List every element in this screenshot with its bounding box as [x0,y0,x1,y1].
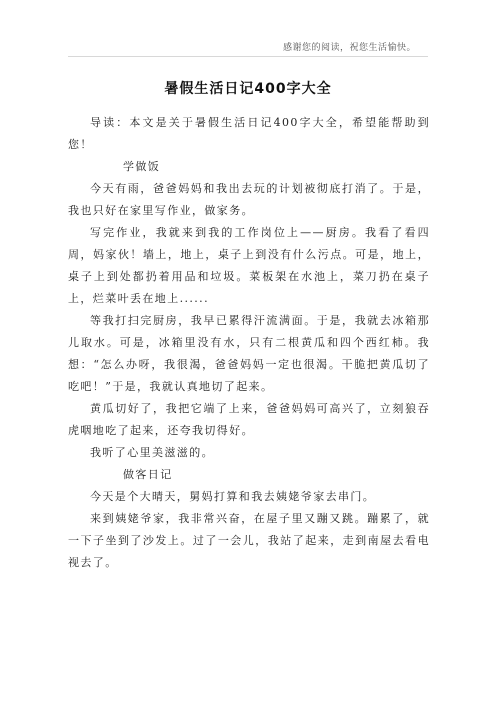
document-body [68,112,430,574]
body-paragraph: 写完作业，我就来到我的工作岗位上——厨房。我看了看四周，妈家伙！墙上，地上，桌子上到没有什么污点。可是，地上，桌子上到处都扔着用品和垃圾。菜板架在水池上，菜刀扔在桌子上，烂菜叶丢在地上...... [68,226,430,305]
header-note: 感谢您的阅读，祝您生活愉快。 [282,43,416,53]
body-paragraph: 今天是个大晴天，舅妈打算和我去姨姥爷家去串门。 [90,490,376,503]
body-paragraph: 来到姨姥爷家，我非常兴奋，在屋子里又蹦又跳。蹦累了，就一下子坐到了沙发上。过了一会儿，我站了起来，走到南屋去看电视去了。 [68,512,430,569]
section-heading: 做客日记 [123,468,173,481]
intro-paragraph: 导读：本文是关于暑假生活日记400字大全，希望能帮助到您！ [68,116,430,151]
section-heading: 学做饭 [123,160,161,173]
header-divider [68,56,428,57]
document-title: 暑假生活日记400字大全 [164,81,332,97]
body-paragraph: 今天有雨，爸爸妈妈和我出去玩的计划被彻底打消了。于是，我也只好在家里写作业，做家务。 [68,182,430,217]
body-paragraph: 我听了心里美滋滋的。 [90,446,214,459]
body-paragraph: 等我打扫完厨房，我早已累得汗流满面。于是，我就去冰箱那儿取水。可是，冰箱里没有水，只有二根黄瓜和四个西红柿。我想：“怎么办呀，我很渴，爸爸妈妈一定也很渴。干脆把黄瓜切了吃吧！”于是，我就认真地切了起来。 [68,314,430,393]
body-paragraph: 黄瓜切好了，我把它端了上来，爸爸妈妈可高兴了，立刻狼吞虎咽地吃了起来，还夸我切得好。 [68,402,430,437]
